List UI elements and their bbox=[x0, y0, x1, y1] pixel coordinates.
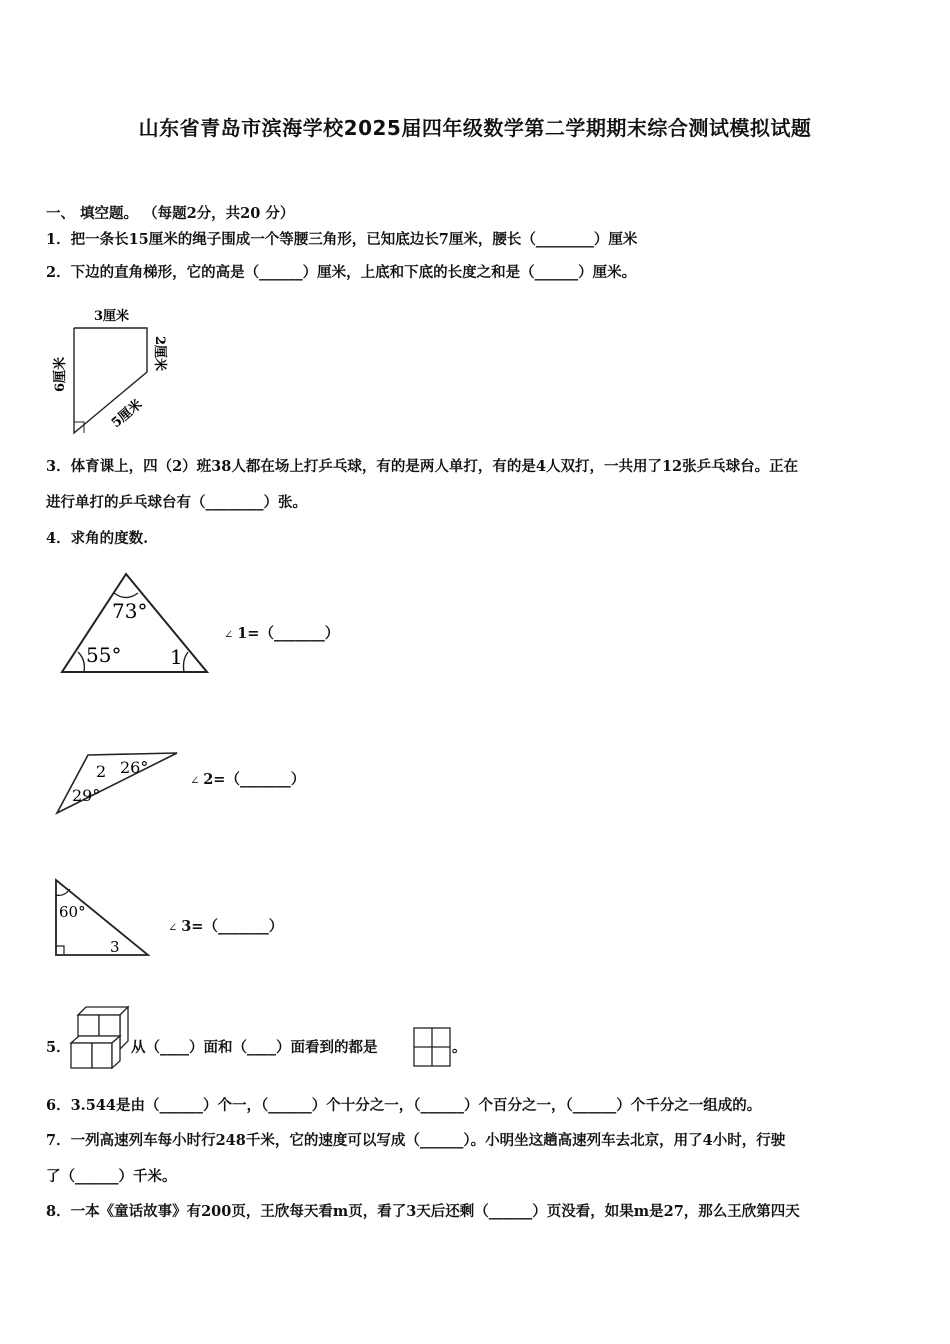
question-7-line2: 了（______）千米。 bbox=[46, 1168, 177, 1185]
tri1-top-angle: 73° bbox=[112, 599, 148, 623]
question-8: 8．一本《童话故事》有200页，王欣每天看m页，看了3天后还剩（______）页没看，如果m是27，那么王欣第四天 bbox=[46, 1203, 800, 1220]
tri3-angle-mark: 3 bbox=[110, 938, 120, 956]
question-6: 6．3.544是由（______）个一，（______）个十分之一，（______）个百分之一，（______）个千分之一组成的。 bbox=[46, 1097, 762, 1114]
question-3-line1: 3．体育课上，四（2）班38人都在场上打乒乓球，有的是两人单打，有的是4人双打，一共用了12张乒乓球台。正在 bbox=[46, 458, 799, 475]
square-grid-view-figure bbox=[413, 1027, 451, 1067]
triangle-1-figure bbox=[52, 566, 222, 686]
answer-angle-3: ∠ 3=（_______） bbox=[168, 918, 284, 935]
question-7-line1: 7．一列高速列车每小时行248千米，它的速度可以写成（______）。小明坐这趟高速列车去北京，用了4小时，行驶 bbox=[46, 1132, 786, 1149]
trap-top-label: 3厘米 bbox=[94, 309, 130, 324]
answer-angle-2: ∠ 2=（_______） bbox=[190, 771, 306, 788]
trapezoid-figure bbox=[46, 300, 186, 440]
angle-symbol: ∠ bbox=[224, 628, 234, 641]
question-1: 1．把一条长15厘米的绳子围成一个等腰三角形，已知底边长7厘米，腰长（________）厘米 bbox=[46, 231, 638, 248]
section-heading: 一、 填空题。 （每题2分，共20 分） bbox=[46, 205, 295, 222]
cube-stack-figure bbox=[68, 1003, 132, 1071]
question-5-number: 5． bbox=[46, 1039, 71, 1056]
trap-slant-label: 5厘米 bbox=[108, 397, 146, 432]
tri2-angle-mark: 2 bbox=[96, 762, 107, 781]
question-4: 4．求角的度数. bbox=[46, 530, 149, 547]
question-5-end: 。 bbox=[452, 1039, 467, 1056]
tri2-right-angle: 26° bbox=[120, 758, 149, 777]
question-2: 2．下边的直角梯形，它的高是（______）厘米，上底和下底的长度之和是（______）厘米。 bbox=[46, 264, 637, 281]
tri1-left-angle: 55° bbox=[86, 643, 122, 667]
triangle-2-figure bbox=[52, 745, 187, 820]
trap-left-label: 6厘米 bbox=[53, 356, 68, 392]
page-title: 山东省青岛市滨海学校2025届四年级数学第二学期期末综合测试模拟试题 bbox=[138, 116, 812, 140]
answer-angle-1: ∠ 1=（_______） bbox=[224, 625, 340, 642]
triangle-3-figure bbox=[50, 875, 160, 965]
tri3-top-angle: 60° bbox=[59, 903, 86, 921]
tri1-angle-mark: 1 bbox=[170, 645, 183, 669]
question-3-line2: 进行单打的乒乓球台有（________）张。 bbox=[46, 494, 307, 511]
angle-symbol: ∠ bbox=[190, 774, 200, 787]
tri2-left-angle: 29° bbox=[72, 786, 101, 805]
question-5-text: 从（____）面和（____）面看到的都是 bbox=[131, 1039, 378, 1056]
trap-right-label: 2厘米 bbox=[152, 336, 167, 372]
angle-symbol: ∠ bbox=[168, 921, 178, 934]
